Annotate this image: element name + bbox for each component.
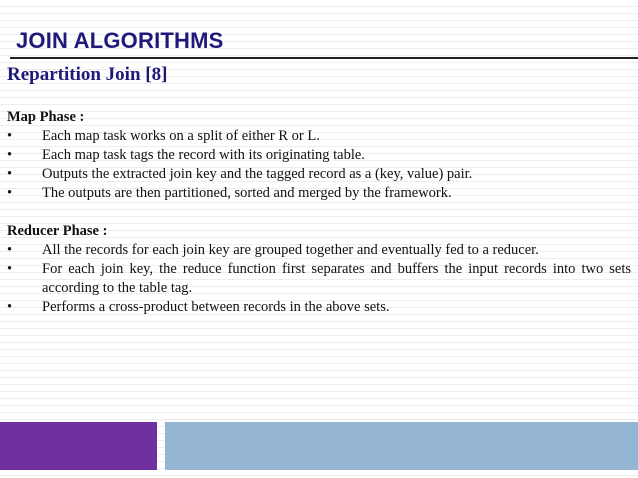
bullet-marker: • — [7, 128, 13, 144]
bullet-marker: • — [7, 147, 13, 163]
bullet-text: Outputs the extracted join key and the tagged record as a (key, value) pair. — [42, 166, 473, 182]
bullet-marker: • — [7, 242, 13, 258]
bullet-marker: • — [7, 185, 13, 201]
slide-body — [7, 108, 631, 317]
title-underline — [10, 57, 638, 59]
slide-title: JOIN ALGORITHMS — [16, 28, 224, 53]
section-spacer — [7, 203, 631, 222]
slide-subtitle: Repartition Join [8] — [7, 64, 168, 85]
bullet-text: Each map task tags the record with its originating table. — [42, 147, 365, 163]
map-phase-item — [7, 127, 631, 146]
reducer-phase-item — [7, 298, 631, 317]
map-phase-heading: Map Phase : — [7, 109, 85, 125]
bullet-text: Performs a cross-product between records in the above sets. — [42, 299, 390, 315]
map-phase-item — [7, 184, 631, 203]
footer-accent-left — [0, 422, 157, 470]
bullet-marker: • — [7, 166, 13, 182]
bullet-text: The outputs are then partitioned, sorted and merged by the framework. — [42, 185, 452, 201]
bullet-text: All the records for each join key are grouped together and eventually fed to a reducer. — [42, 242, 539, 258]
map-phase-item — [7, 165, 631, 184]
footer-accent-right — [165, 422, 638, 470]
bullet-text: Each map task works on a split of either R or L. — [42, 128, 320, 144]
bullet-marker: • — [7, 299, 13, 315]
map-phase-item — [7, 146, 631, 165]
bullet-marker: • — [7, 261, 13, 277]
reducer-phase-item — [7, 241, 631, 260]
reducer-phase-heading: Reducer Phase : — [7, 223, 108, 239]
bullet-text: For each join key, the reduce function first separates and buffers the input records into two sets according to the table tag. — [42, 261, 631, 296]
reducer-phase-item — [7, 260, 631, 298]
